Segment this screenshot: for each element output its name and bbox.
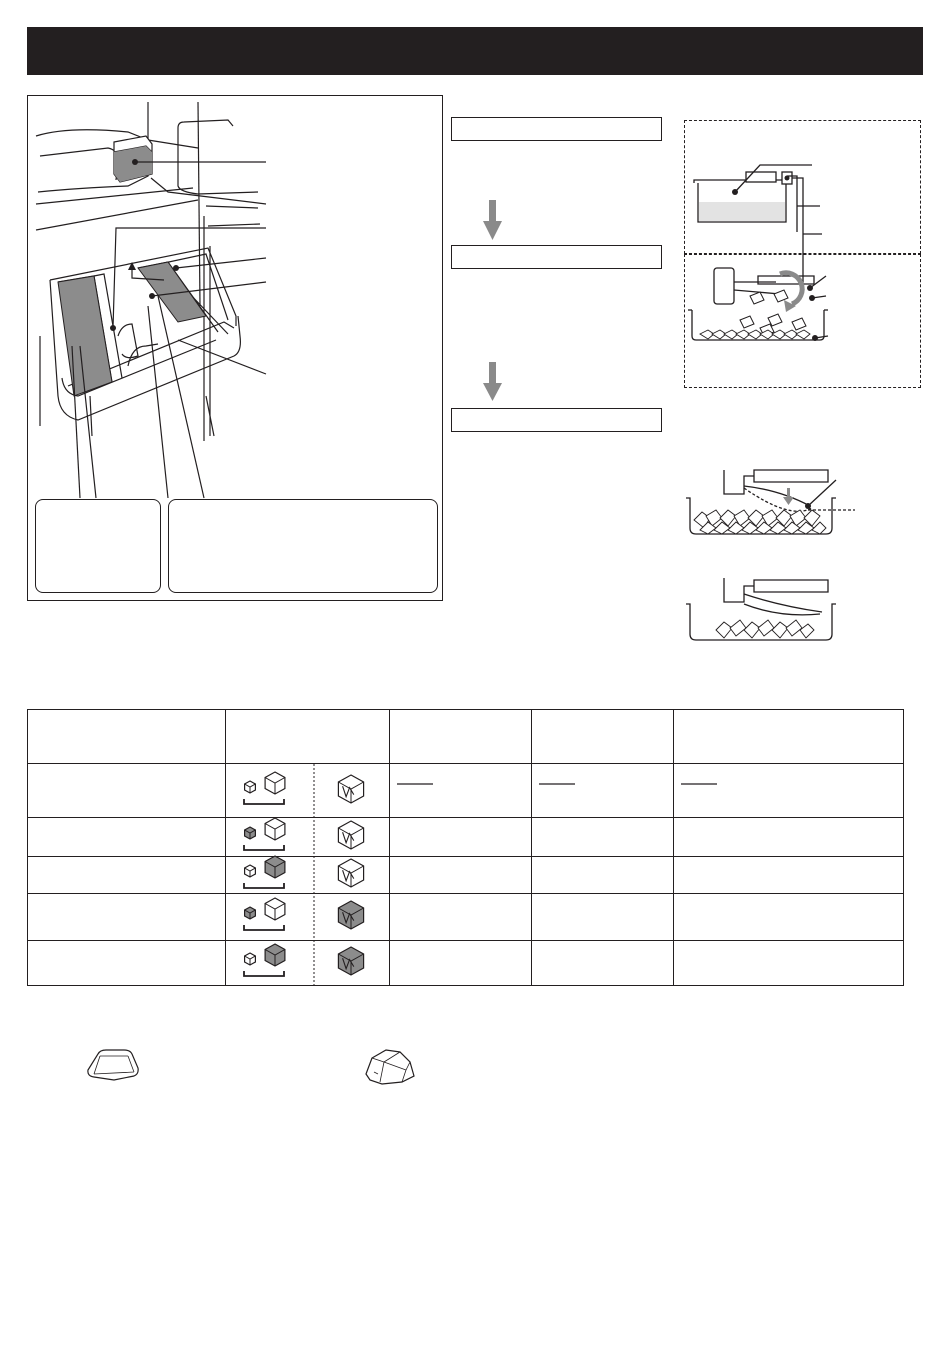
crushed-ice-cube-icon bbox=[362, 1044, 422, 1088]
crushed-cube-icon bbox=[338, 821, 363, 849]
crushed-cube-icon bbox=[338, 947, 363, 975]
crushed-cube-icon bbox=[338, 859, 363, 887]
large-cube-icon bbox=[265, 856, 285, 878]
large-cube-icon bbox=[265, 818, 285, 840]
bracket-icon bbox=[244, 799, 284, 804]
bracket-icon bbox=[244, 925, 284, 930]
bracket-icon bbox=[244, 845, 284, 850]
small-cube-icon bbox=[245, 827, 256, 839]
large-cube-icon bbox=[265, 772, 285, 794]
bracket-icon bbox=[244, 971, 284, 976]
smooth-ice-cube-icon bbox=[84, 1044, 144, 1084]
large-cube-icon bbox=[265, 898, 285, 920]
small-cube-icon bbox=[245, 865, 256, 877]
crushed-cube-icon bbox=[338, 901, 363, 929]
small-cube-icon bbox=[245, 781, 256, 793]
crushed-cube-icon bbox=[338, 775, 363, 803]
large-cube-icon bbox=[265, 944, 285, 966]
small-cube-icon bbox=[245, 907, 256, 919]
small-cube-icon bbox=[245, 953, 256, 965]
bracket-icon bbox=[244, 883, 284, 888]
